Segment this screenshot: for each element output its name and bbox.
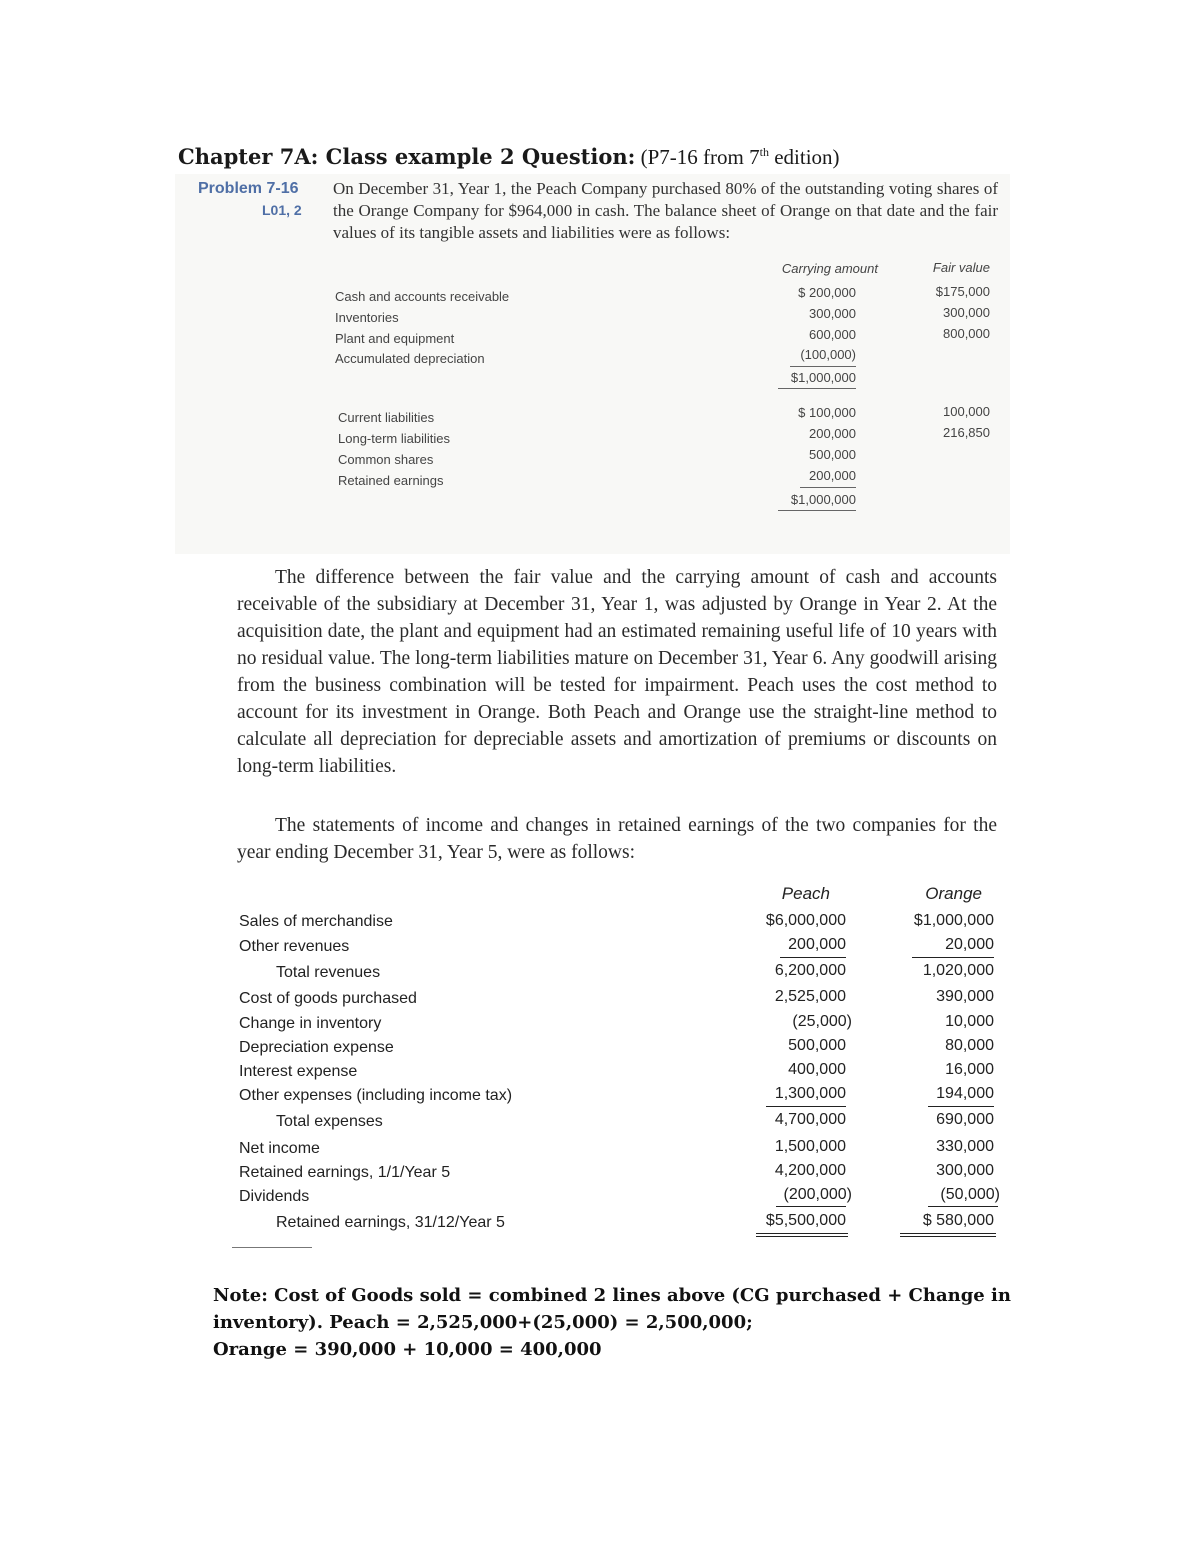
bs-liability-label: Retained earnings (338, 473, 444, 488)
bs-total-rule (778, 510, 856, 511)
is-orange-value: 390,000 (936, 988, 994, 1005)
is-row-label: Other revenues (239, 938, 350, 955)
is-orange-value: (50,000) (940, 1186, 1000, 1203)
page-heading (178, 144, 840, 170)
is-row-label: Total expenses (276, 1113, 383, 1130)
is-row-label: Other expenses (including income tax) (239, 1087, 513, 1104)
bs-liability-carrying: 500,000 (809, 447, 856, 462)
paragraph-statements-intro: The statements of income and changes in retained earnings of the two companies for the year ending December 31, Year 5, were as follows: (237, 815, 997, 863)
problem-intro: On December 31, Year 1, the Peach Company purchased 80% of the outstanding voting shares of the Orange Company for $964,000 in cash. The balance sheet of Orange on that date and the fair values of its tangible assets and liabilities were as follows: (333, 179, 998, 242)
col-header-orange: Orange (925, 884, 982, 903)
bs-asset-fair: 300,000 (943, 305, 990, 320)
bs-liabilities-total: $1,000,000 (790, 492, 856, 507)
is-peach-value: (25,000) (792, 1013, 852, 1030)
is-total-double-rule (756, 1233, 848, 1234)
bs-asset-carrying: (100,000) (800, 347, 856, 362)
bs-asset-fair: 800,000 (943, 326, 990, 341)
is-peach-value: 400,000 (788, 1061, 846, 1078)
is-total-double-rule (900, 1233, 996, 1234)
is-peach-value: 4,700,000 (774, 1111, 846, 1128)
is-orange-value: 690,000 (936, 1111, 994, 1128)
bs-liability-carrying: 200,000 (809, 426, 856, 441)
is-orange-value: 300,000 (936, 1162, 994, 1179)
bs-asset-label: Inventories (335, 310, 399, 325)
is-orange-value: 194,000 (936, 1085, 994, 1102)
bs-liability-label: Current liabilities (338, 410, 435, 425)
is-row-label: Interest expense (239, 1063, 358, 1080)
is-subtotal-rule (780, 957, 846, 958)
bs-subtotal-rule (800, 487, 856, 488)
is-row-label: Cost of goods purchased (239, 990, 417, 1007)
is-orange-value: 80,000 (945, 1037, 994, 1054)
is-subtotal-rule (766, 1106, 846, 1107)
is-row-label: Retained earnings, 31/12/Year 5 (276, 1214, 505, 1231)
is-row-label: Sales of merchandise (239, 913, 393, 930)
is-orange-value: 1,020,000 (922, 962, 994, 979)
is-peach-value: $5,500,000 (765, 1212, 846, 1229)
is-row-label: Total revenues (276, 964, 381, 981)
is-peach-value: (200,000) (783, 1186, 852, 1203)
bs-liability-fair: 100,000 (943, 404, 990, 419)
bs-liability-fair: 216,850 (943, 425, 990, 440)
bs-asset-carrying: 300,000 (809, 306, 856, 321)
is-orange-value: 16,000 (945, 1061, 994, 1078)
is-total-double-rule (756, 1236, 848, 1237)
is-row-label: Depreciation expense (239, 1039, 394, 1056)
paragraph-facts: The difference between the fair value and the carrying amount of cash and accounts receivable of the subsidiary at December 31, Year 1, was adjusted by Orange in Year 2. At the acquisition date, the plant and equipment had an estimated remaining useful life of 10 years with no residual value. The long-term liabilities mature on December 31, Year 6. Any goodwill arising from the business combination will be tested for impairment. Peach uses the cost method to account for its investment in Orange. Both Peach and Orange use the straight-line method to calculate all depreciation for depreciable assets and amortization of premiums or discounts on long-term liabilities. (237, 567, 997, 777)
is-peach-value: 500,000 (788, 1037, 846, 1054)
col-header-carrying: Carrying amount (781, 261, 878, 276)
bs-asset-label: Accumulated depreciation (335, 351, 485, 366)
is-peach-value: 1,500,000 (774, 1138, 846, 1155)
bs-assets-total: $1,000,000 (790, 370, 856, 385)
note-line: Orange = 390,000 + 10,000 = 400,000 (213, 1339, 602, 1360)
is-orange-value: $1,000,000 (913, 912, 994, 929)
problem-number: Problem 7-16 (198, 180, 299, 197)
col-header-fair: Fair value (932, 260, 990, 275)
scan-artifact-line (232, 1247, 312, 1248)
bs-asset-carrying: $ 200,000 (798, 285, 856, 300)
bs-total-rule (778, 388, 856, 389)
bs-asset-label: Plant and equipment (335, 331, 455, 346)
is-orange-value: 10,000 (945, 1013, 994, 1030)
bs-asset-fair: $175,000 (935, 284, 990, 299)
is-total-double-rule (900, 1236, 996, 1237)
is-row-label: Retained earnings, 1/1/Year 5 (239, 1164, 451, 1181)
is-orange-value: 20,000 (945, 936, 994, 953)
learning-objectives: L01, 2 (262, 202, 302, 218)
is-row-label: Change in inventory (239, 1015, 382, 1032)
bs-liability-carrying: $ 100,000 (798, 405, 856, 420)
note-line: Note: Cost of Goods sold = combined 2 lines above (CG purchased + Change in (213, 1285, 1011, 1306)
is-row-label: Dividends (239, 1188, 310, 1205)
is-row-label: Net income (239, 1140, 320, 1157)
is-subtotal-rule (912, 957, 994, 958)
is-subtotal-rule (928, 1106, 994, 1107)
is-peach-value: 6,200,000 (774, 962, 846, 979)
is-subtotal-rule (776, 1206, 846, 1207)
is-orange-value: $ 580,000 (922, 1212, 994, 1229)
bs-subtotal-rule (790, 366, 856, 367)
note-line: inventory). Peach = 2,525,000+(25,000) = 2,500,000; (213, 1312, 753, 1333)
col-header-peach: Peach (781, 884, 830, 903)
is-peach-value: 2,525,000 (774, 988, 846, 1005)
bs-asset-carrying: 600,000 (809, 327, 856, 342)
heading-chapter: Chapter 7A: Class example 2 Question: (178, 144, 636, 169)
bs-asset-label: Cash and accounts receivable (335, 289, 510, 304)
is-peach-value: 1,300,000 (774, 1085, 846, 1102)
bs-liability-label: Common shares (338, 452, 434, 467)
is-peach-value: $6,000,000 (765, 912, 846, 929)
is-orange-value: 330,000 (936, 1138, 994, 1155)
is-subtotal-rule (928, 1206, 998, 1207)
is-peach-value: 4,200,000 (774, 1162, 846, 1179)
bs-liability-label: Long-term liabilities (338, 431, 450, 446)
bs-liability-carrying: 200,000 (809, 468, 856, 483)
heading-source: (P7-16 from 7th edition) (640, 145, 840, 169)
is-peach-value: 200,000 (788, 936, 846, 953)
note-block (213, 1282, 1033, 1363)
